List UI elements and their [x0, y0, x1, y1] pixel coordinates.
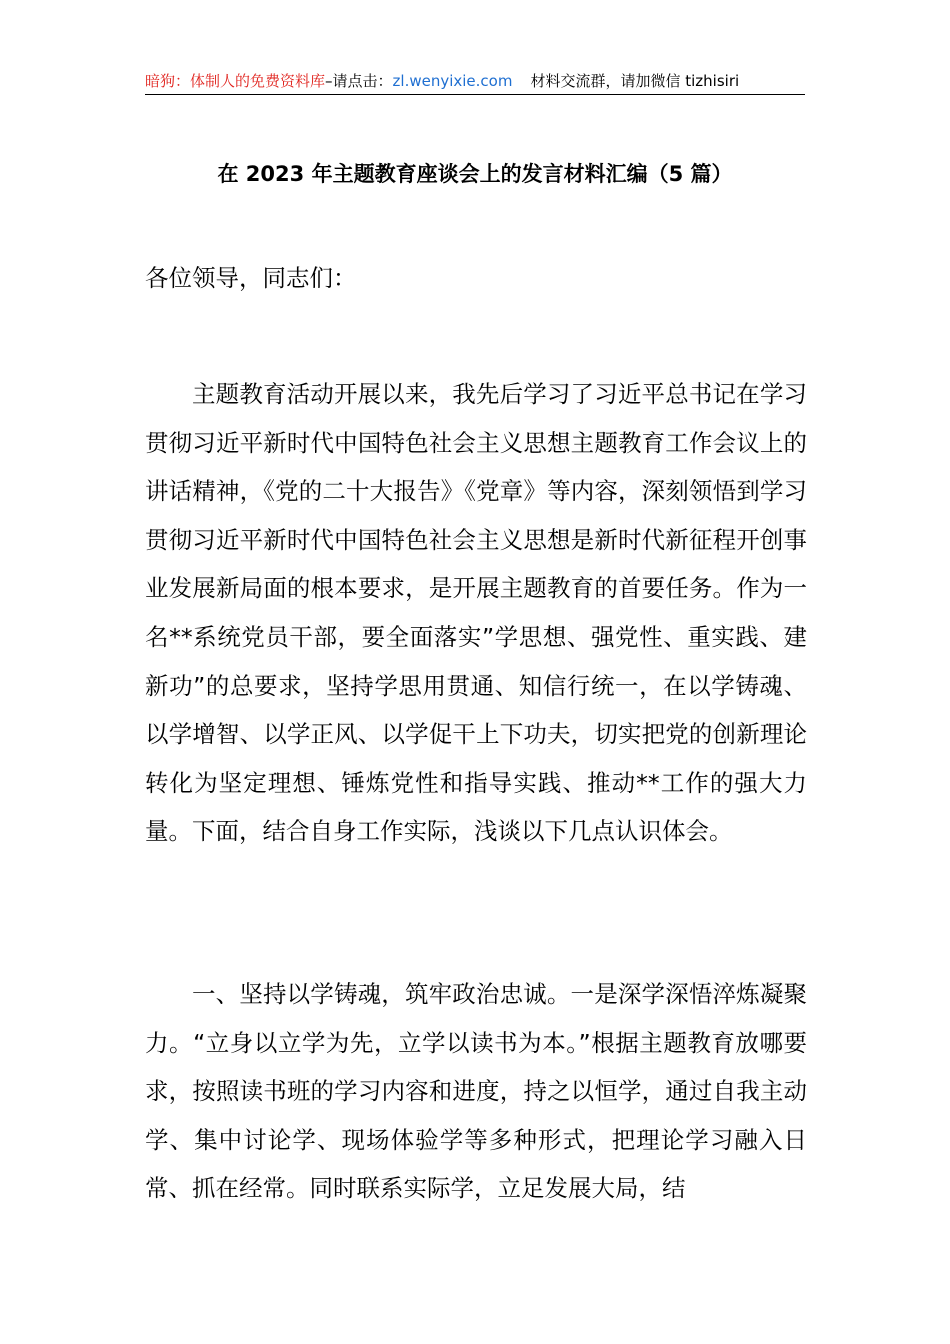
page-header [145, 68, 805, 95]
body-paragraph: 一、坚持以学铸魂，筑牢政治忠诚。一是深学深悟淬炼凝聚力。“立身以立学为先，立学以读书为本。”根据主题教育放哪要求，按照读书班的学习内容和进度，持之以恒学，通过自我主动学、集中讨论学、现场体验学等多种形式，把理论学习融入日常、抓在经常。同时联系实际学，立足发展大局，结 [145, 980, 807, 1203]
salutation: 各位领导，同志们： [145, 264, 357, 292]
body-paragraph: 主题教育活动开展以来，我先后学习了习近平总书记在学习贯彻习近平新时代中国特色社会主义思想主题教育工作会议上的讲话精神，《党的二十大报告》《党章》等内容，深刻领悟到学习贯彻习近平新时代中国特色社会主义思想是新时代新征程开创事业发展新局面的根本要求，是开展主题教育的首要任务。作为一名**系统党员干部，要全面落实”学思想、强党性、重实践、建新功”的总要求，坚持学思用贯通、知信行统一，在以学铸魂、以学增智、以学正风、以学促干上下功夫，切实把党的创新理论转化为坚定理想、锤炼党性和指导实践、推动**工作的强大力量。下面，结合自身工作实际，浅谈以下几点认识体会。 [145, 380, 807, 846]
header-click-prefix: –请点击： [325, 72, 393, 90]
header-brand: 暗狗：体制人的免费资料库 [145, 72, 326, 90]
document-title: 在 2023 年主题教育座谈会上的发言材料汇编（5 篇） [217, 162, 733, 186]
header-url-link[interactable]: zl.wenyixie.com [392, 72, 513, 90]
header-group-text: 材料交流群，请加微信 tizhisiri [530, 72, 740, 90]
